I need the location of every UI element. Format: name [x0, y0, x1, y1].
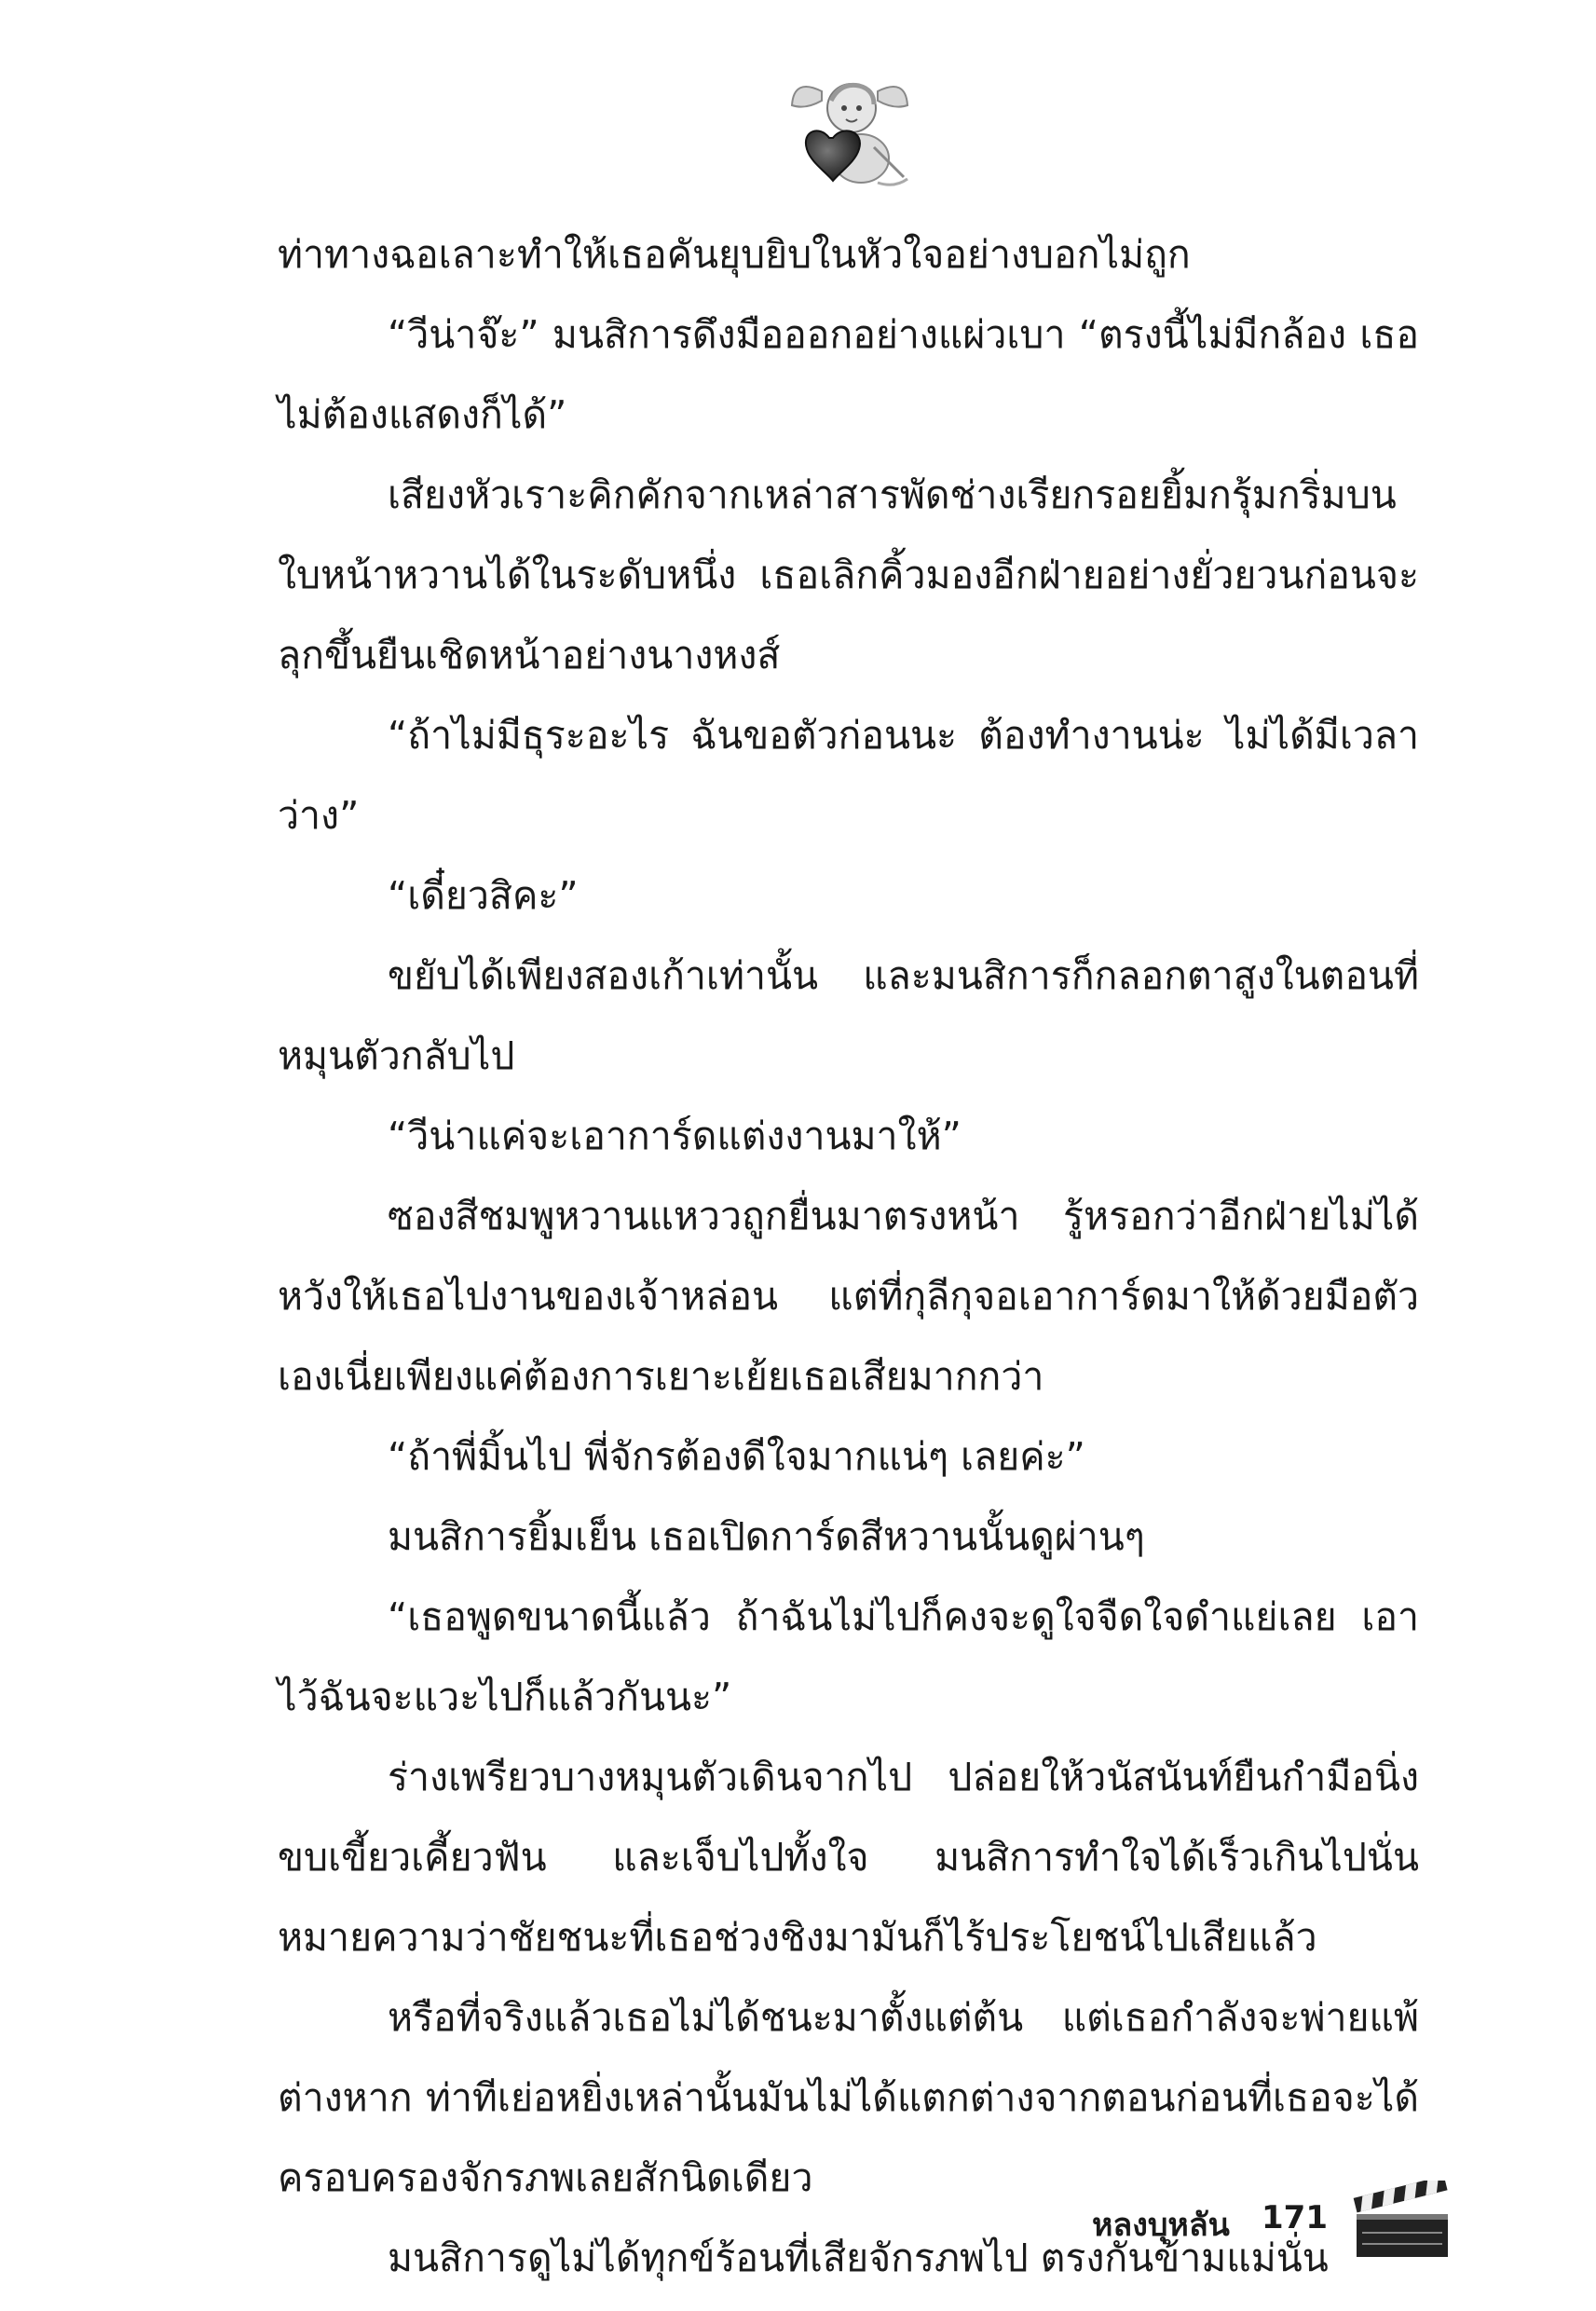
page-footer — [1062, 2181, 1463, 2264]
paragraph: “เดี๋ยวสิคะ” — [388, 873, 579, 918]
paragraph: “วีน่าแค่จะเอาการ์ดแต่งงานมาให้” — [388, 1114, 962, 1158]
paragraph: ขยับได้เพียงสองเก้าเท่านั้น และมนสิการก็กลอกตาสูงในตอนที่หมุนตัวกลับไป — [278, 953, 1419, 1078]
paragraph: “ถ้าพี่มิ้นไป พี่จักรต้องดีใจมากแน่ๆ เลยค่ะ” — [388, 1434, 1085, 1479]
page-number: 171 — [1262, 2199, 1328, 2236]
body-text — [278, 214, 1419, 2298]
paragraph: “ถ้าไม่มีธุระอะไร ฉันขอตัวก่อนนะ ต้องทำงานน่ะ ไม่ได้มีเวลาว่าง” — [278, 713, 1419, 838]
paragraph: มนสิการดูไม่ได้ทุกข์ร้อนที่เสียจักรภพไป ตรงกันข้ามแม่นั่น — [388, 2236, 1329, 2280]
paragraph: ท่าทางฉอเลาะทำให้เธอคันยุบยิบในหัวใจอย่างบอกไม่ถูก — [278, 232, 1191, 277]
running-title: หลงบุหลัน — [1092, 2207, 1230, 2244]
paragraph: มนสิการยิ้มเย็น เธอเปิดการ์ดสีหวานนั้นดูผ่านๆ — [388, 1514, 1145, 1559]
clapperboard-icon — [1349, 2181, 1459, 2261]
paragraph: ซองสีชมพูหวานแหววถูกยื่นมาตรงหน้า รู้หรอกว่าอีกฝ่ายไม่ได้หวังให้เธอไปงานของเจ้าหล่อน แต่ที่กุลีกุจอเอาการ์ดมาให้ด้วยมือตัวเองเนี่ยเพียงแค่ต้องการเยาะเย้ยเธอเสียมากกว่า — [278, 1194, 1419, 1399]
paragraph: หรือที่จริงแล้วเธอไม่ได้ชนะมาตั้งแต่ต้น แต่เธอกำลังจะพ่ายแพ้ต่างหาก ท่าทีเย่อหยิ่งเหล่านั้นมันไม่ได้แตกต่างจากตอนก่อนที่เธอจะได้ครอบครองจักรภพเลยสักนิดเดียว — [278, 1995, 1419, 2200]
paragraph: เสียงหัวเราะคิกคักจากเหล่าสารพัดช่างเรียกรอยยิ้มกรุ้มกริ่มบนใบหน้าหวานได้ในระดับหนึ่ง เธอเลิกคิ้วมองอีกฝ่ายอย่างยั่วยวนก่อนจะลุกขึ้นยืนเชิดหน้าอย่างนางหงส์ — [278, 472, 1419, 677]
paragraph: “วีน่าจ๊ะ” มนสิการดึงมือออกอย่างแผ่วเบา “ตรงนี้ไม่มีกล้อง เธอไม่ต้องแสดงก็ได้” — [278, 312, 1419, 437]
paragraph: “เธอพูดขนาดนี้แล้ว ถ้าฉันไม่ไปก็คงจะดูใจจืดใจดำแย่เลย เอาไว้ฉันจะแวะไปก็แล้วกันนะ” — [278, 1594, 1419, 1719]
cupid-heart-icon — [784, 73, 915, 194]
paragraph: ร่างเพรียวบางหมุนตัวเดินจากไป ปล่อยให้วนัสนันท์ยืนกำมือนิ่งขบเขี้ยวเคี้ยวฟัน และเจ็บไปทั้งใจ มนสิการทำใจได้เร็วเกินไปนั่นหมายความว่าชัยชนะที่เธอช่วงชิงมามันก็ไร้ประโยชน์ไปเสียแล้ว — [278, 1755, 1419, 1960]
